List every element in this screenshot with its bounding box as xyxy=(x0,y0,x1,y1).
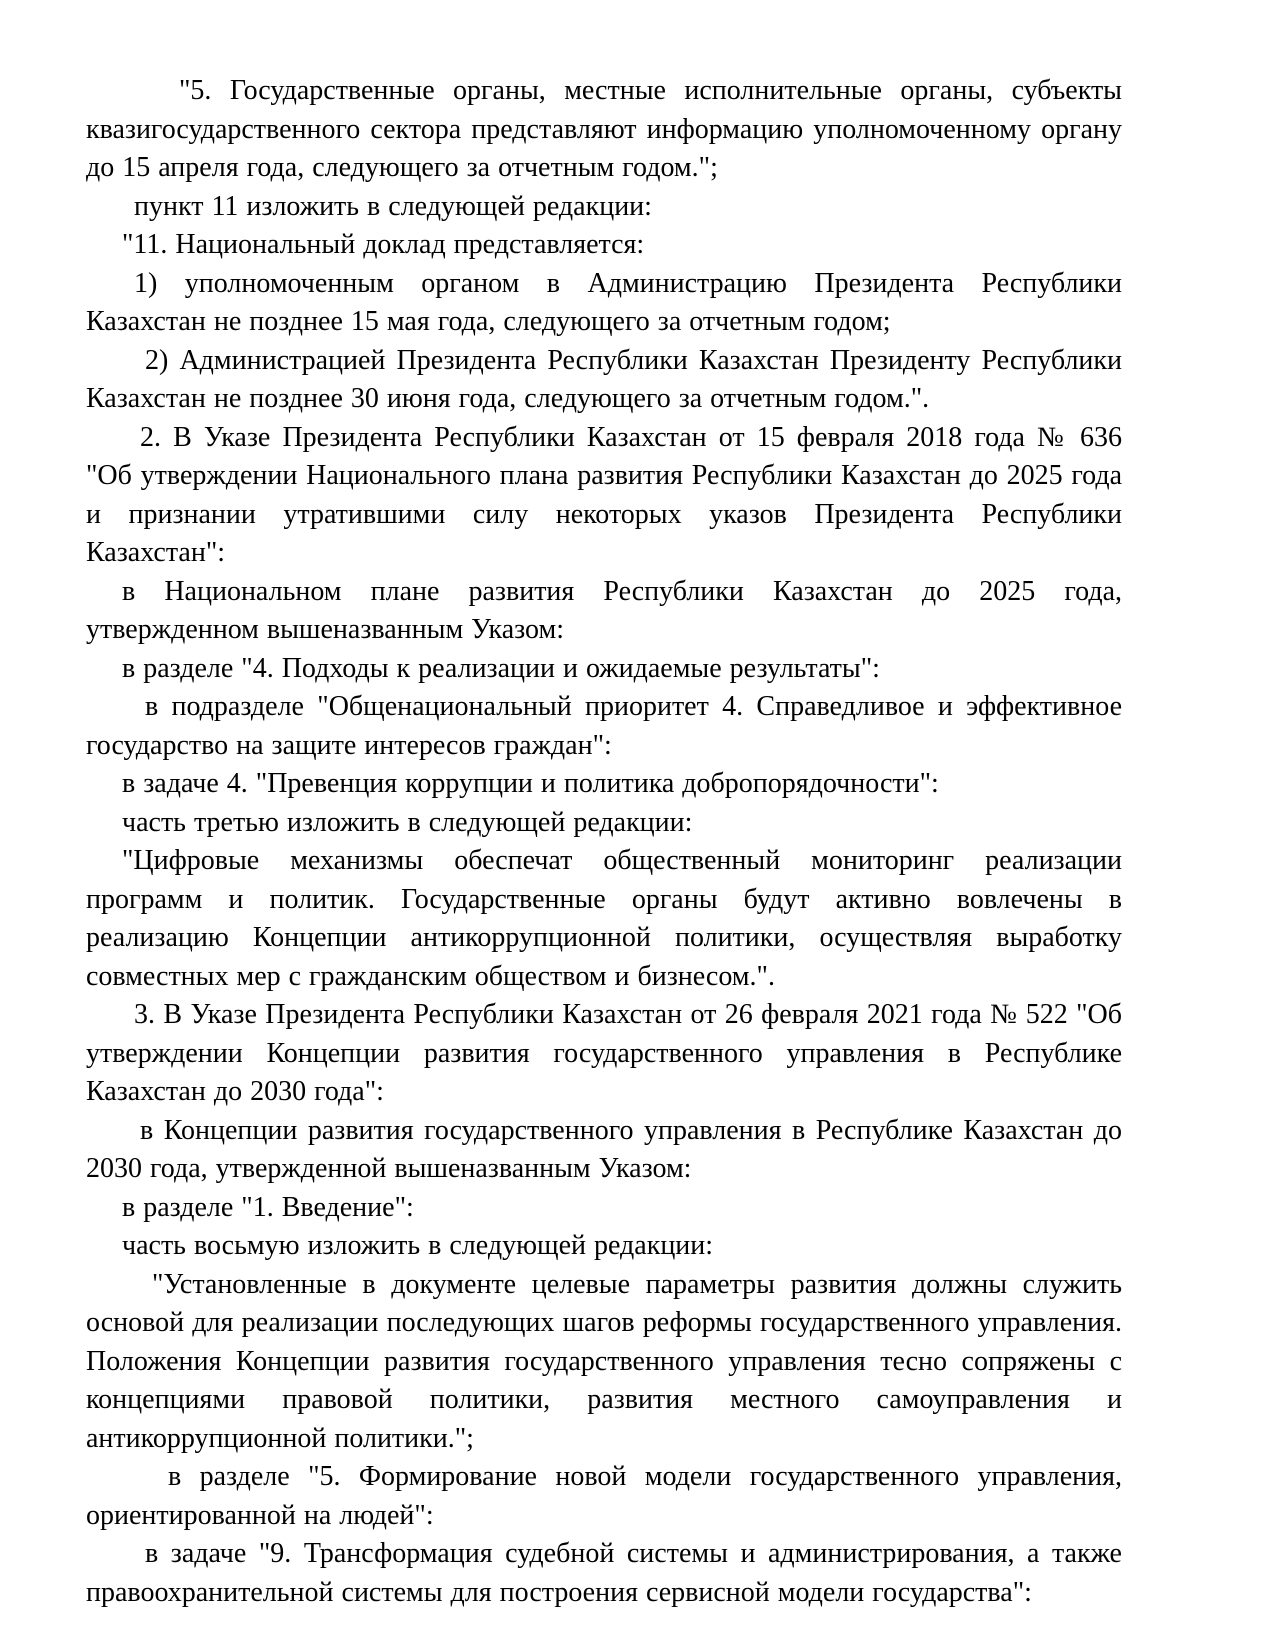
paragraph-national-plan: в Национальном плане развития Республики Казахстан до 2025 года, утвержденном вышеназванным Указом: xyxy=(86,575,1122,645)
paragraph-amend-item5: "5. Государственные органы, местные исполнительные органы, субъекты квазигосударственного сектора представляют информацию уполномоченному органу до 15 апреля года, следующего за отчетным годом."; xyxy=(86,75,1122,183)
paragraph-section-1-intro: в разделе "1. Введение": xyxy=(122,1191,414,1223)
paragraph-subpoint-2: 2) Администрацией Президента Республики Казахстан Президенту Республики Казахстан не позднее 30 июня года, следующего за отчетным годом.". xyxy=(86,344,1122,414)
paragraph-part-eight-intro: часть восьмую изложить в следующей редакции: xyxy=(122,1230,714,1261)
paragraph-subsection-priority4: в подразделе "Общенациональный приоритет 4. Справедливое и эффективное государство на защите интересов граждан": xyxy=(86,691,1122,761)
paragraph-digital-mechanisms: "Цифровые механизмы обеспечат общественный мониторинг реализации программ и политик. Государственные органы будут активно вовлечены в реализацию Концепции антикоррупционной политики, осуществляя выработку совместных мер с гражданским обществом и бизнесом.". xyxy=(86,845,1122,992)
paragraph-section-5: в разделе "5. Формирование новой модели государственного управления, ориентированной на людей": xyxy=(86,1461,1122,1531)
paragraph-task-4: в задаче 4. "Превенция коррупции и политика добропорядочности": xyxy=(122,768,939,799)
paragraph-target-parameters: "Установленные в документе целевые параметры развития должны служить основой для реализации последующих шагов реформы государственного управления. Положения Концепции развития государственного управления тесно сопряжены с концепциями правовой политики, развития местного самоуправления и антикоррупционной политики."; xyxy=(86,1268,1122,1454)
paragraph-section-4: в разделе "4. Подходы к реализации и ожидаемые результаты": xyxy=(122,652,880,684)
paragraph-decree-522: 3. В Указе Президента Республики Казахстан от 26 февраля 2021 года № 522 "Об утверждении Концепции развития государственного управления в Республике Казахстан до 2030 года": xyxy=(86,999,1122,1107)
paragraph-concept-2030: в Концепции развития государственного управления в Республике Казахстан до 2030 года, утвержденной вышеназванным Указом: xyxy=(86,1114,1122,1184)
paragraph-decree-636: 2. В Указе Президента Республики Казахстан от 15 февраля 2018 года № 636 "Об утверждении Национального плана развития Республики Казахстан до 2025 года и признании утратившими силу некоторых указов Президента Республики Казахстан": xyxy=(86,421,1122,568)
paragraph-subpoint-1: 1) уполномоченным органом в Администрацию Президента Республики Казахстан не позднее 15 мая года, следующего за отчетным годом; xyxy=(86,267,1122,337)
paragraph-point11-intro: пункт 11 изложить в следующей редакции: xyxy=(134,190,652,222)
paragraph-point11-heading: "11. Национальный доклад представляется: xyxy=(122,229,645,260)
paragraph-task-9: в задаче "9. Трансформация судебной системы и администрирования, а также правоохранительной системы для построения сервисной модели государства": xyxy=(86,1538,1122,1608)
paragraph-part-three-intro: часть третью изложить в следующей редакции: xyxy=(122,806,693,838)
